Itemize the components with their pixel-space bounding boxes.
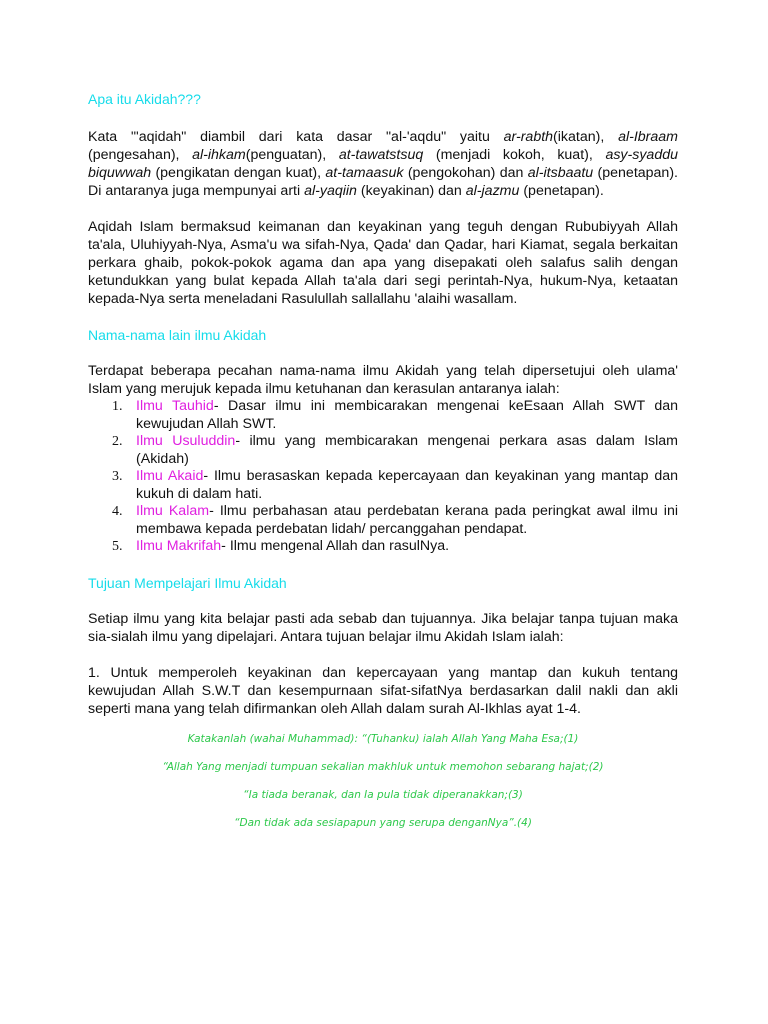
list-number: 3.	[112, 469, 123, 484]
term-at-tawatstsuq: at-tawatstsuq	[338, 147, 424, 163]
list-number: 5.	[112, 539, 123, 554]
list-item	[88, 398, 678, 433]
list-number: 1.	[112, 399, 123, 414]
text-segment: (pengokohan) dan	[403, 165, 528, 181]
quote-line: “Dan tidak ada sesiapapun yang serupa denganNya”.(4)	[234, 816, 532, 829]
paragraph-pecahan: Terdapat beberapa pecahan nama-nama ilmu Akidah yang telah dipersetujui oleh ulama' Islam yang merujuk kepada ilmu ketuhanan dan kerasulan antaranya ialah:	[88, 363, 678, 397]
list-item-text: - Ilmu perbahasan atau perdebatan kerana pada peringkat awal ilmu ini membawa kepada perdebatan lidah/ percanggahan pendapat.	[136, 503, 678, 537]
text-segment: (pengesahan),	[88, 147, 193, 163]
term-al-ihkam: al-ihkam	[192, 147, 246, 163]
paragraph-tujuan-intro: Setiap ilmu yang kita belajar pasti ada sebab dan tujuannya. Jika belajar tanpa tujuan maka sia-sialah ilmu yang dipelajari. Antara tujuan belajar ilmu Akidah Islam ialah:	[88, 610, 678, 645]
quote-line: Katakanlah (wahai Muhammad): “(Tuhanku) ialah Allah Yang Maha Esa;(1)	[187, 732, 579, 745]
list-item	[88, 433, 678, 468]
term-ilmu-kalam: Ilmu Kalam	[136, 503, 210, 519]
list-item	[88, 503, 678, 538]
paragraph-definition	[88, 128, 678, 200]
text-segment: (menjadi kokoh, kuat),	[423, 147, 606, 163]
term-ilmu-makrifah: Ilmu Makrifah	[136, 538, 222, 554]
term-ar-rabth: ar-rabth	[503, 129, 554, 145]
term-al-yaqiin: al-yaqiin	[304, 183, 357, 199]
list-item	[88, 538, 678, 556]
heading-tujuan: Tujuan Mempelajari Ilmu Akidah	[88, 574, 287, 591]
list-number: 2.	[112, 434, 123, 449]
list-nama-ilmu	[88, 398, 678, 556]
list-number: 4.	[112, 504, 123, 519]
text-segment: (penetapan).	[519, 183, 604, 199]
document-page	[88, 84, 678, 844]
term-al-itsbaatu: al-itsbaatu	[527, 165, 594, 181]
quote-line: “Allah Yang menjadi tumpuan sekalian makhluk untuk memohon sebarang hajat;(2)	[162, 760, 604, 773]
text-segment: Kata "'aqidah" diambil dari kata dasar "al-'aqdu" yaitu	[88, 129, 504, 145]
text-segment: (penguatan),	[245, 147, 339, 163]
term-ilmu-tauhid: Ilmu Tauhid	[136, 398, 214, 414]
quran-quote-block	[88, 732, 678, 830]
term-ilmu-usuluddin: Ilmu Usuluddin	[136, 433, 236, 449]
quote-line: “Ia tiada beranak, dan Ia pula tidak diperanakkan;(3)	[243, 788, 523, 801]
text-segment: (pengikatan dengan kuat),	[151, 165, 326, 181]
term-at-tamaasuk: at-tamaasuk	[325, 165, 404, 181]
term-al-ibraam: al-Ibraam	[618, 129, 678, 145]
paragraph-tujuan-1: 1. Untuk memperoleh keyakinan dan kepercayaan yang mantap dan kukuh tentang kewujudan Allah S.W.T dan kesempurnaan sifat-sifatNya berdasarkan dalil nakli dan akli seperti mana yang telah difirmankan oleh Allah dalam surah Al-Ikhlas ayat 1-4.	[88, 664, 678, 717]
heading-nama-nama-lain: Nama-nama lain ilmu Akidah	[88, 327, 267, 343]
paragraph-aqidah-islam: Aqidah Islam bermaksud keimanan dan keyakinan yang teguh dengan Rububiyyah Allah ta'ala, Uluhiyyah-Nya, Asma'u wa sifah-Nya, Qada' dan Qadar, hari Kiamat, segala berkaitan perkara ghaib, pokok-pokok agama dan apa yang disepakati oleh salafus salih dengan ketundukkan yang bulat kepada Allah ta'ala dari segi perintah-Nya, hukum-Nya, ketaatan kepada-Nya serta meneladani Rasulullah sallallahu 'alaihi wasallam.	[88, 219, 678, 307]
heading-apa-itu-akidah: Apa itu Akidah???	[88, 91, 201, 107]
list-item-text: - Dasar ilmu ini membicarakan mengenai keEsaan Allah SWT dan kewujudan Allah SWT.	[136, 398, 678, 432]
list-item-text: - Ilmu berasaskan kepada kepercayaan dan keyakinan yang mantap dan kukuh di dalam hati.	[136, 468, 679, 502]
text-segment: (ikatan),	[553, 129, 619, 145]
term-ilmu-akaid: Ilmu Akaid	[136, 468, 204, 484]
list-item	[88, 468, 678, 503]
term-al-jazmu: al-jazmu	[465, 183, 520, 199]
list-item-text: - Ilmu mengenal Allah dan rasulNya.	[221, 538, 450, 554]
text-segment: (penetapan). Di antaranya juga mempunyai arti	[88, 165, 678, 199]
term-asy-syaddu: asy-syaddu biquwwah	[88, 147, 678, 181]
text-segment: (keyakinan) dan	[356, 183, 466, 199]
list-item-text: - ilmu yang membicarakan mengenai perkara asas dalam Islam (Akidah)	[136, 433, 678, 467]
